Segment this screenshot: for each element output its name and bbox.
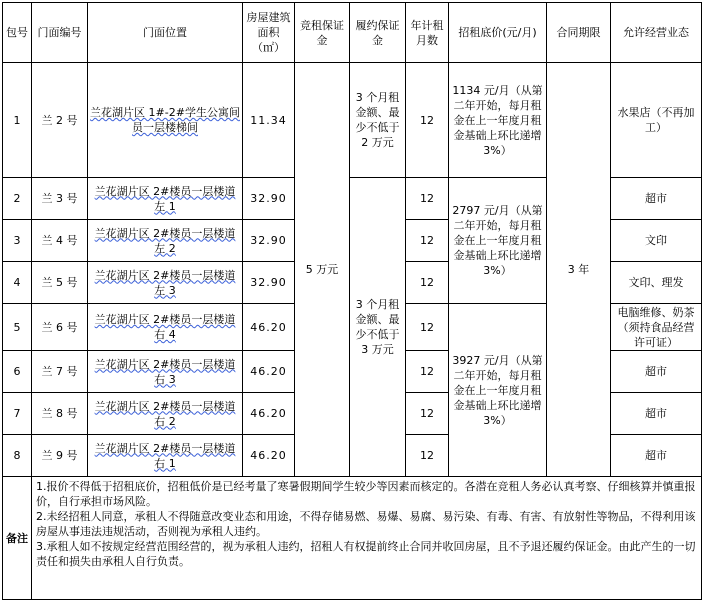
area-cell: 46.20	[243, 304, 295, 351]
months-cell: 12	[406, 435, 449, 477]
code-cell: 兰 5 号	[32, 262, 88, 304]
location-cell	[88, 262, 243, 304]
code-cell: 兰 4 号	[32, 220, 88, 262]
code-cell: 兰 2 号	[32, 63, 88, 178]
location-cell	[88, 220, 243, 262]
location-cell	[88, 63, 243, 178]
location-cell	[88, 178, 243, 220]
months-cell: 12	[406, 304, 449, 351]
base-price-cell-2: 2797 元/月（从第二年开始，每月租金在上一年度月租金基础上环比递增 3%）	[449, 178, 547, 304]
header-area: 房屋建筑面积（㎡）	[243, 3, 295, 63]
business-cell: 超市	[611, 435, 702, 477]
location-cell	[88, 435, 243, 477]
location-text: 兰花湖片区 2#楼员一层楼道左 1	[94, 184, 236, 213]
area-cell: 46.20	[243, 393, 295, 435]
area-cell: 32.90	[243, 262, 295, 304]
lease-table	[2, 2, 702, 600]
notes-cell	[32, 477, 702, 600]
business-cell: 文印、理发	[611, 262, 702, 304]
months-cell: 12	[406, 220, 449, 262]
note-2: 2.未经招租人同意，承租人不得随意改变业态和用途，不得存储易燃、易爆、易腐、易污染、有毒、有害、有放射性等物品，不得利用该房屋从事违法违规活动，否则视为承租人违约。	[36, 510, 696, 538]
location-text: 兰花湖片区 2#楼员一层楼道右 2	[94, 399, 236, 428]
perf-deposit-cell-2: 3 个月租金额、最少不低于 3 万元	[350, 178, 406, 477]
location-cell	[88, 304, 243, 351]
business-cell: 电脑维修、奶茶（须持食品经营许可证）	[611, 304, 702, 351]
bid-deposit-cell: 5 万元	[295, 63, 350, 477]
business-cell: 超市	[611, 351, 702, 393]
header-business: 允许经营业态	[611, 3, 702, 63]
header-perf-deposit: 履约保证金	[350, 3, 406, 63]
location-text: 兰花湖片区 2#楼员一层楼道左 3	[94, 268, 236, 297]
location-text: 兰花湖片区 2#楼员一层楼道右 3	[94, 357, 236, 386]
code-cell: 兰 8 号	[32, 393, 88, 435]
code-cell: 兰 3 号	[32, 178, 88, 220]
pkg-cell: 6	[3, 351, 32, 393]
pkg-cell: 4	[3, 262, 32, 304]
pkg-cell: 1	[3, 63, 32, 178]
pkg-cell: 2	[3, 178, 32, 220]
months-cell: 12	[406, 393, 449, 435]
notes-row	[3, 477, 702, 600]
header-pkg: 包号	[3, 3, 32, 63]
note-1: 1.报价不得低于招租底价，招租低价是已经考量了寒暑假期间学生较少等因素而核定的。各潜在竞租人务必认真考察、仔细核算并慎重报价，自行承担市场风险。	[36, 480, 696, 508]
header-loc: 门面位置	[88, 3, 243, 63]
location-cell	[88, 393, 243, 435]
pkg-cell: 8	[3, 435, 32, 477]
header-code: 门面编号	[32, 3, 88, 63]
location-text: 兰花湖片区 2#楼员一层楼道右 4	[94, 313, 236, 341]
pkg-cell: 5	[3, 304, 32, 351]
header-base-price: 招租底价(元/月)	[449, 3, 547, 63]
header-row	[3, 3, 702, 63]
months-cell: 12	[406, 262, 449, 304]
location-cell	[88, 351, 243, 393]
notes-label: 备注	[3, 477, 32, 600]
business-cell: 超市	[611, 393, 702, 435]
area-cell: 46.20	[243, 351, 295, 393]
code-cell: 兰 6 号	[32, 304, 88, 351]
area-cell: 32.90	[243, 178, 295, 220]
perf-deposit-cell-1: 3 个月租金额、最少不低于 2 万元	[350, 63, 406, 178]
business-cell: 文印	[611, 220, 702, 262]
code-cell: 兰 9 号	[32, 435, 88, 477]
pkg-cell: 3	[3, 220, 32, 262]
business-cell: 水果店（不再加工）	[611, 63, 702, 178]
term-cell: 3 年	[547, 63, 611, 477]
months-cell: 12	[406, 178, 449, 220]
months-cell: 12	[406, 63, 449, 178]
area-cell: 11.34	[243, 63, 295, 178]
location-text: 兰花湖片区 2#楼员一层楼道左 2	[94, 226, 236, 255]
table-row	[3, 63, 702, 178]
area-cell: 32.90	[243, 220, 295, 262]
business-cell: 超市	[611, 178, 702, 220]
header-term: 合同期限	[547, 3, 611, 63]
pkg-cell: 7	[3, 393, 32, 435]
base-price-cell-1: 1134 元/月（从第二年开始，每月租金在上一年度月租金基础上环比递增 3%）	[449, 63, 547, 178]
area-cell: 46.20	[243, 435, 295, 477]
base-price-cell-3: 3927 元/月（从第二年开始，每月租金在上一年度月租金基础上环比递增 3%）	[449, 304, 547, 477]
header-bid-deposit: 竞租保证金	[295, 3, 350, 63]
note-3: 3.承租人如不按规定经营范围经营的，视为承租人违约，招租人有权提前终止合同并收回房屋，且不予退还履约保证金。由此产生的一切责任和损失由承租人自行负责。	[36, 540, 696, 568]
code-cell: 兰 7 号	[32, 351, 88, 393]
header-months: 年计租月数	[406, 3, 449, 63]
months-cell: 12	[406, 351, 449, 393]
location-text: 兰花湖片区 2#楼员一层楼道右 1	[94, 441, 236, 470]
location-text: 兰花湖片区 1#-2#学生公寓间员一层楼梯间	[90, 106, 240, 134]
